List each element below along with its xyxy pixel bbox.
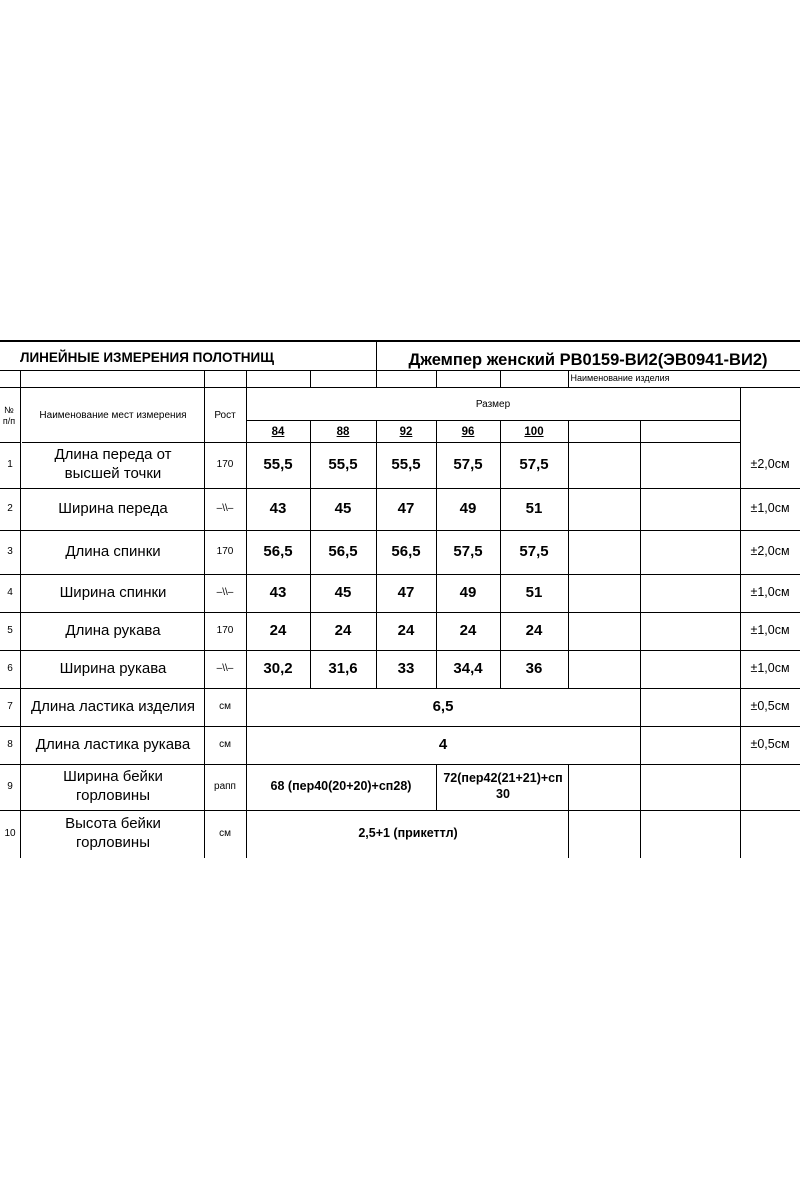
grid-line — [0, 488, 800, 489]
size-value: 34,4 — [453, 659, 483, 677]
size-value: 57,5 — [519, 455, 549, 473]
size-value: 33 — [397, 659, 415, 677]
grid-line — [436, 764, 437, 810]
height-value: см — [219, 738, 231, 750]
size-label: 100 — [524, 425, 544, 438]
size-value: 57,5 — [519, 542, 549, 560]
row-number: 8 — [7, 738, 13, 750]
grid-line — [0, 764, 800, 765]
size-value: 56,5 — [263, 542, 293, 560]
tolerance: ±1,0см — [750, 623, 790, 638]
size-value: 55,5 — [391, 455, 421, 473]
size-value: 57,5 — [453, 455, 483, 473]
grid-line — [376, 420, 377, 688]
grid-line — [246, 442, 740, 443]
merged-value: 6,5 — [432, 697, 454, 715]
row-number: 6 — [7, 662, 13, 674]
grid-line — [0, 810, 800, 811]
size-value: 24 — [459, 621, 477, 639]
measurement-name: Ширина бейки горловины — [63, 768, 163, 804]
size-value: 24 — [525, 621, 543, 639]
size-value: 24 — [269, 621, 287, 639]
size-value: 55,5 — [263, 455, 293, 473]
size-value: 43 — [269, 499, 287, 517]
row-number: 10 — [4, 827, 16, 839]
grid-line — [0, 612, 800, 613]
height-value: –\\– — [216, 662, 234, 674]
measurement-name: Ширина спинки — [59, 583, 167, 601]
row-number: 4 — [7, 586, 13, 598]
size-value: 45 — [334, 499, 352, 517]
grid-line — [640, 764, 641, 858]
grid-line — [740, 387, 741, 858]
grid-line — [0, 370, 800, 371]
tolerance: ±1,0см — [750, 661, 790, 676]
grid-line — [0, 574, 800, 575]
size-value: 47 — [397, 499, 415, 517]
grid-line — [0, 442, 20, 443]
grid-line — [500, 370, 501, 387]
grid-line — [0, 530, 800, 531]
size-value: 49 — [459, 583, 477, 601]
sheet-title: ЛИНЕЙНЫЕ ИЗМЕРЕНИЯ ПОЛОТНИЩ — [20, 349, 274, 365]
col-header-height: Рост — [214, 409, 236, 421]
row-number: 3 — [7, 545, 13, 557]
grid-line — [246, 370, 247, 858]
grid-line — [436, 420, 437, 688]
size-value: 56,5 — [328, 542, 358, 560]
measurement-name: Длина рукава — [65, 621, 161, 639]
measurement-name: Ширина рукава — [59, 659, 167, 677]
col-header-number: № п/п — [2, 404, 16, 426]
merged-value: 4 — [438, 735, 448, 753]
measurement-name: Высота бейки горловины — [65, 815, 161, 851]
row-number: 9 — [7, 780, 13, 792]
grid-line — [0, 726, 800, 727]
size-value: 51 — [525, 583, 543, 601]
tolerance: ±1,0см — [750, 501, 790, 516]
grid-line — [204, 370, 205, 858]
grid-line — [568, 370, 569, 387]
grid-line — [22, 442, 246, 443]
row-number: 5 — [7, 624, 13, 636]
grid-line — [436, 370, 437, 387]
size-value: 36 — [525, 659, 543, 677]
grid-line — [640, 420, 641, 688]
tolerance: ±0,5см — [750, 699, 790, 714]
size-value: 43 — [269, 583, 287, 601]
grid-line — [310, 420, 311, 688]
height-value: –\\– — [216, 502, 234, 514]
merged-value: 2,5+1 (прикеттл) — [358, 826, 458, 841]
measurement-name: Длина ластика рукава — [35, 735, 191, 753]
height-value: рапп — [214, 780, 236, 792]
col-header-name: Наименование мест измерения — [39, 409, 187, 421]
measurement-name: Длина ластика изделия — [30, 697, 196, 715]
grid-line — [0, 340, 800, 342]
row-number: 2 — [7, 502, 13, 514]
grid-line — [376, 340, 377, 387]
grid-line — [568, 420, 569, 688]
size-value: 55,5 — [328, 455, 358, 473]
col-header-size: Размер — [475, 398, 511, 410]
size-label: 88 — [336, 425, 350, 438]
row-number: 7 — [7, 700, 13, 712]
size-value: 30,2 — [263, 659, 293, 677]
size-value: 24 — [334, 621, 352, 639]
grid-line — [246, 420, 740, 421]
measurement-name: Ширина переда — [58, 499, 168, 517]
size-value: 57,5 — [453, 542, 483, 560]
size-label: 92 — [399, 425, 413, 438]
row-number: 1 — [7, 458, 13, 470]
height-value: 170 — [216, 624, 234, 636]
group-value-left: 68 (пер40(20+20)+сп28) — [270, 779, 412, 794]
height-value: см — [219, 700, 231, 712]
grid-line — [0, 650, 800, 651]
grid-line — [20, 370, 21, 858]
measurement-name: Длина переда от высшей точки — [54, 446, 172, 482]
size-value: 47 — [397, 583, 415, 601]
size-value: 24 — [397, 621, 415, 639]
product-caption: Наименование изделия — [570, 372, 670, 383]
measurement-name: Длина спинки — [65, 542, 161, 560]
size-label: 84 — [271, 425, 285, 438]
grid-line — [0, 688, 800, 689]
tolerance: ±1,0см — [750, 585, 790, 600]
size-value: 31,6 — [328, 659, 358, 677]
tolerance: ±2,0см — [750, 457, 790, 472]
size-value: 51 — [525, 499, 543, 517]
size-value: 45 — [334, 583, 352, 601]
height-value: –\\– — [216, 586, 234, 598]
grid-line — [640, 688, 641, 764]
grid-line — [310, 370, 311, 387]
size-value: 56,5 — [391, 542, 421, 560]
height-value: см — [219, 827, 231, 839]
tolerance: ±0,5см — [750, 737, 790, 752]
size-value: 49 — [459, 499, 477, 517]
grid-line — [0, 387, 800, 388]
group-value-right: 72(пер42(21+21)+сп 30 — [443, 771, 563, 801]
grid-line — [500, 420, 501, 688]
size-label: 96 — [461, 425, 475, 438]
grid-line — [568, 764, 569, 858]
height-value: 170 — [216, 458, 234, 470]
product-title: Джемпер женский РВ0159-ВИ2(ЭВ0941-ВИ2) — [408, 350, 768, 369]
height-value: 170 — [216, 545, 234, 557]
tolerance: ±2,0см — [750, 544, 790, 559]
